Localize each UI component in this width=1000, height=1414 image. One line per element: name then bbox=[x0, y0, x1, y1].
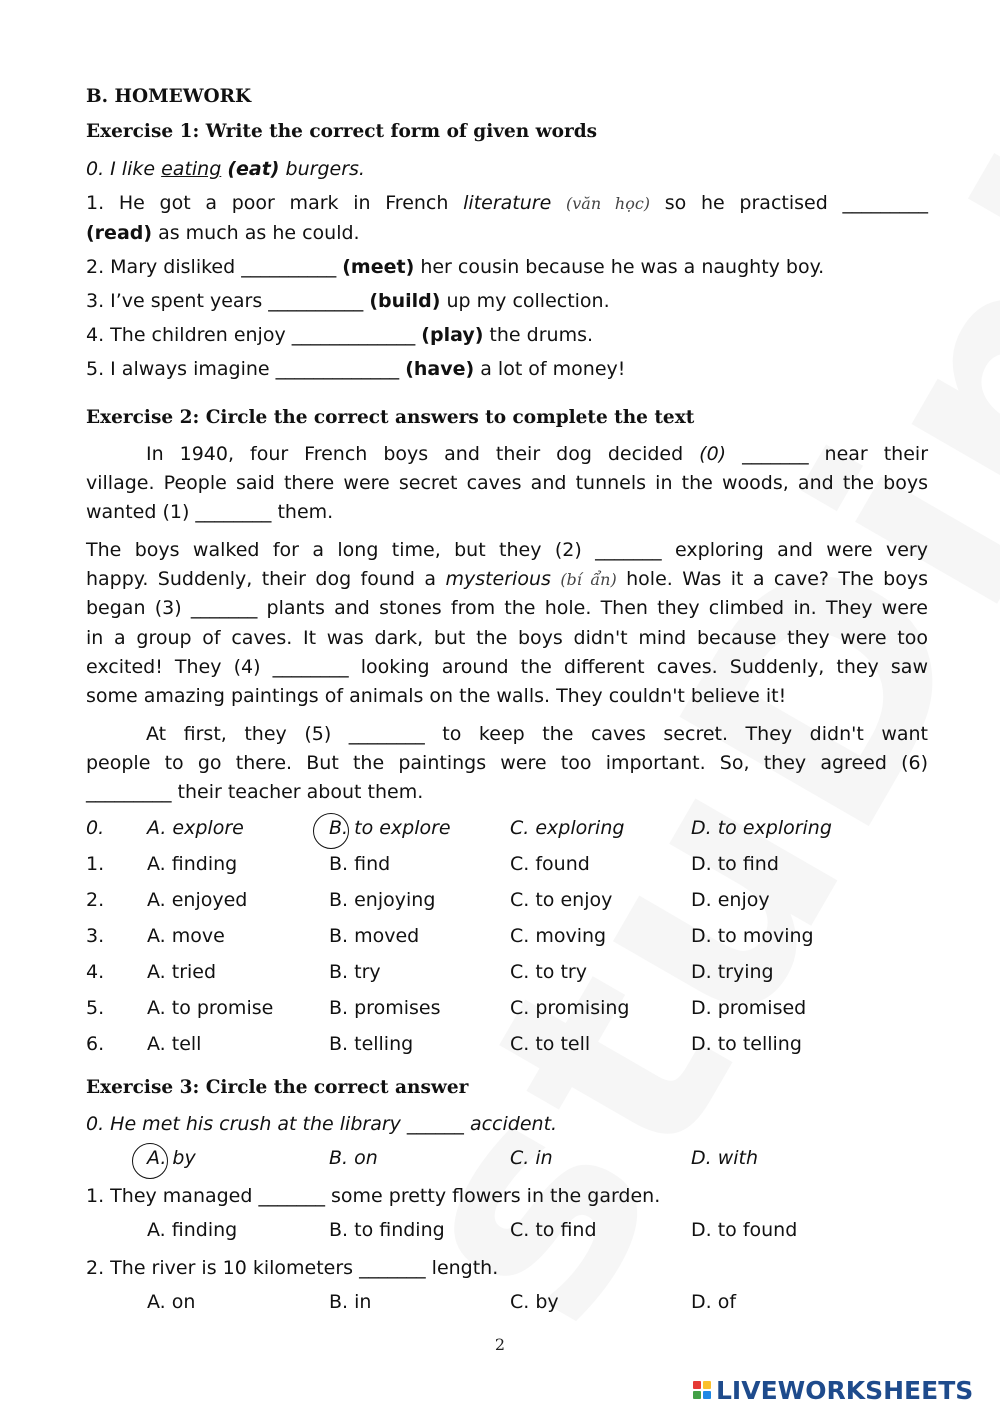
option-a[interactable]: A. enjoyed bbox=[147, 889, 248, 911]
option-b[interactable]: B. enjoying bbox=[329, 889, 436, 911]
example-answer-circle bbox=[313, 813, 349, 849]
option-d[interactable]: D. to moving bbox=[691, 925, 814, 947]
liveworksheets-logo bbox=[692, 1376, 973, 1404]
option-c[interactable]: C. exploring bbox=[510, 817, 625, 839]
ex2-passage-p1-line1: In 1940, four French boys and their dog decided (0) _______ near their bbox=[146, 443, 929, 465]
example-answer: eating bbox=[161, 158, 222, 180]
ex1-question-1: 1. He got a poor mark in French literature (văn học) so he practised _________ bbox=[86, 192, 928, 214]
option-d[interactable]: D. trying bbox=[691, 961, 774, 983]
option-c[interactable]: C. by bbox=[510, 1291, 559, 1313]
option-d[interactable]: D. enjoy bbox=[691, 889, 770, 911]
exercise-2-title: Exercise 2: Circle the correct answers to complete the text bbox=[86, 407, 695, 428]
exercise-1-title: Exercise 1: Write the correct form of given words bbox=[86, 121, 598, 142]
ex2-passage-p1-line2: village. People said there were secret caves and tunnels in the woods, and the boys bbox=[86, 472, 928, 494]
option-b[interactable]: B. moved bbox=[329, 925, 420, 947]
option-d[interactable]: D. to exploring bbox=[691, 817, 832, 839]
ex3-question-1: 1. They managed _______ some pretty flowers in the garden. bbox=[86, 1185, 661, 1207]
option-b[interactable]: B. on bbox=[329, 1147, 378, 1169]
exercise-3-title: Exercise 3: Circle the correct answer bbox=[86, 1077, 469, 1098]
ex1-question-4: 4. The children enjoy _____________ (play) the drums. bbox=[86, 324, 594, 346]
ex1-question-3: 3. I’ve spent years __________ (build) up my collection. bbox=[86, 290, 610, 312]
ex2-passage-p1-line3: wanted (1) ________ them. bbox=[86, 501, 334, 523]
ex3-example-question: 0. He met his crush at the library ______ accident. bbox=[86, 1113, 558, 1135]
option-a[interactable]: A. to promise bbox=[147, 997, 274, 1019]
ex2-passage-p2-line6: some amazing paintings of animals on the walls. They couldn't believe it! bbox=[86, 685, 787, 707]
ex2-passage-p3-line1: At first, they (5) ________ to keep the caves secret. They didn't want bbox=[146, 723, 928, 745]
option-number: 5. bbox=[86, 997, 105, 1019]
option-c[interactable]: C. to tell bbox=[510, 1033, 591, 1055]
option-a[interactable]: A. tell bbox=[147, 1033, 202, 1055]
option-c[interactable]: C. found bbox=[510, 853, 590, 875]
ex1-question-1-cont: (read) as much as he could. bbox=[86, 222, 360, 244]
option-number: 4. bbox=[86, 961, 105, 983]
ex2-passage-p3-line3: _________ their teacher about them. bbox=[86, 781, 424, 803]
ex1-example: 0. I like eating (eat) burgers. bbox=[86, 158, 365, 180]
option-d[interactable]: D. with bbox=[691, 1147, 759, 1169]
example-answer-circle bbox=[132, 1143, 168, 1179]
option-a[interactable]: A. finding bbox=[147, 1219, 238, 1241]
logo-grid-icon bbox=[692, 1380, 712, 1400]
option-b[interactable]: B. try bbox=[329, 961, 381, 983]
option-c[interactable]: C. promising bbox=[510, 997, 630, 1019]
ex2-passage-p2-line2: happy. Suddenly, their dog found a mysterious (bí ẩn) hole. Was it a cave? The boys bbox=[86, 568, 928, 590]
option-a[interactable]: A. explore bbox=[147, 817, 244, 839]
option-c[interactable]: C. to find bbox=[510, 1219, 597, 1241]
option-b[interactable]: B. to explore bbox=[329, 817, 451, 839]
option-d[interactable]: D. to found bbox=[691, 1219, 798, 1241]
ex2-passage-p2-line4: in a group of caves. It was dark, but the boys didn't mind because they were too bbox=[86, 627, 928, 649]
logo-text: LIVEWORKSHEETS bbox=[716, 1375, 974, 1405]
option-d[interactable]: D. to find bbox=[691, 853, 779, 875]
section-title: B. HOMEWORK bbox=[86, 86, 252, 107]
page-number: 2 bbox=[494, 1335, 506, 1354]
option-a[interactable]: A. move bbox=[147, 925, 225, 947]
option-a[interactable]: A. finding bbox=[147, 853, 238, 875]
option-d[interactable]: D. of bbox=[691, 1291, 737, 1313]
ex2-passage-p2-line3: began (3) _______ plants and stones from the hole. Then they climbed in. They were bbox=[86, 597, 928, 619]
option-a[interactable]: A. on bbox=[147, 1291, 196, 1313]
option-number: 3. bbox=[86, 925, 105, 947]
option-b[interactable]: B. to finding bbox=[329, 1219, 445, 1241]
option-a[interactable]: A. tried bbox=[147, 961, 217, 983]
option-b[interactable]: B. promises bbox=[329, 997, 441, 1019]
option-d[interactable]: D. to telling bbox=[691, 1033, 802, 1055]
option-b[interactable]: B. find bbox=[329, 853, 391, 875]
ex2-passage-p2-line5: excited! They (4) ________ looking around the different caves. Suddenly, they saw bbox=[86, 656, 928, 678]
ex2-passage-p3-line2: people to go there. But the paintings were too important. So, they agreed (6) bbox=[86, 752, 928, 774]
option-number: 0. bbox=[86, 817, 105, 839]
option-a[interactable]: A. by bbox=[147, 1147, 196, 1169]
option-b[interactable]: B. telling bbox=[329, 1033, 414, 1055]
ex1-question-5: 5. I always imagine _____________ (have) a lot of money! bbox=[86, 358, 626, 380]
option-b[interactable]: B. in bbox=[329, 1291, 372, 1313]
ex2-passage-p2-line1: The boys walked for a long time, but they (2) _______ exploring and were very bbox=[86, 539, 928, 561]
option-number: 1. bbox=[86, 853, 105, 875]
option-number: 6. bbox=[86, 1033, 105, 1055]
ex1-question-2: 2. Mary disliked __________ (meet) her cousin because he was a naughty boy. bbox=[86, 256, 825, 278]
option-number: 2. bbox=[86, 889, 105, 911]
option-c[interactable]: C. to try bbox=[510, 961, 587, 983]
ex3-question-2: 2. The river is 10 kilometers _______ length. bbox=[86, 1257, 499, 1279]
option-d[interactable]: D. promised bbox=[691, 997, 807, 1019]
option-c[interactable]: C. moving bbox=[510, 925, 607, 947]
option-c[interactable]: C. to enjoy bbox=[510, 889, 613, 911]
option-c[interactable]: C. in bbox=[510, 1147, 553, 1169]
